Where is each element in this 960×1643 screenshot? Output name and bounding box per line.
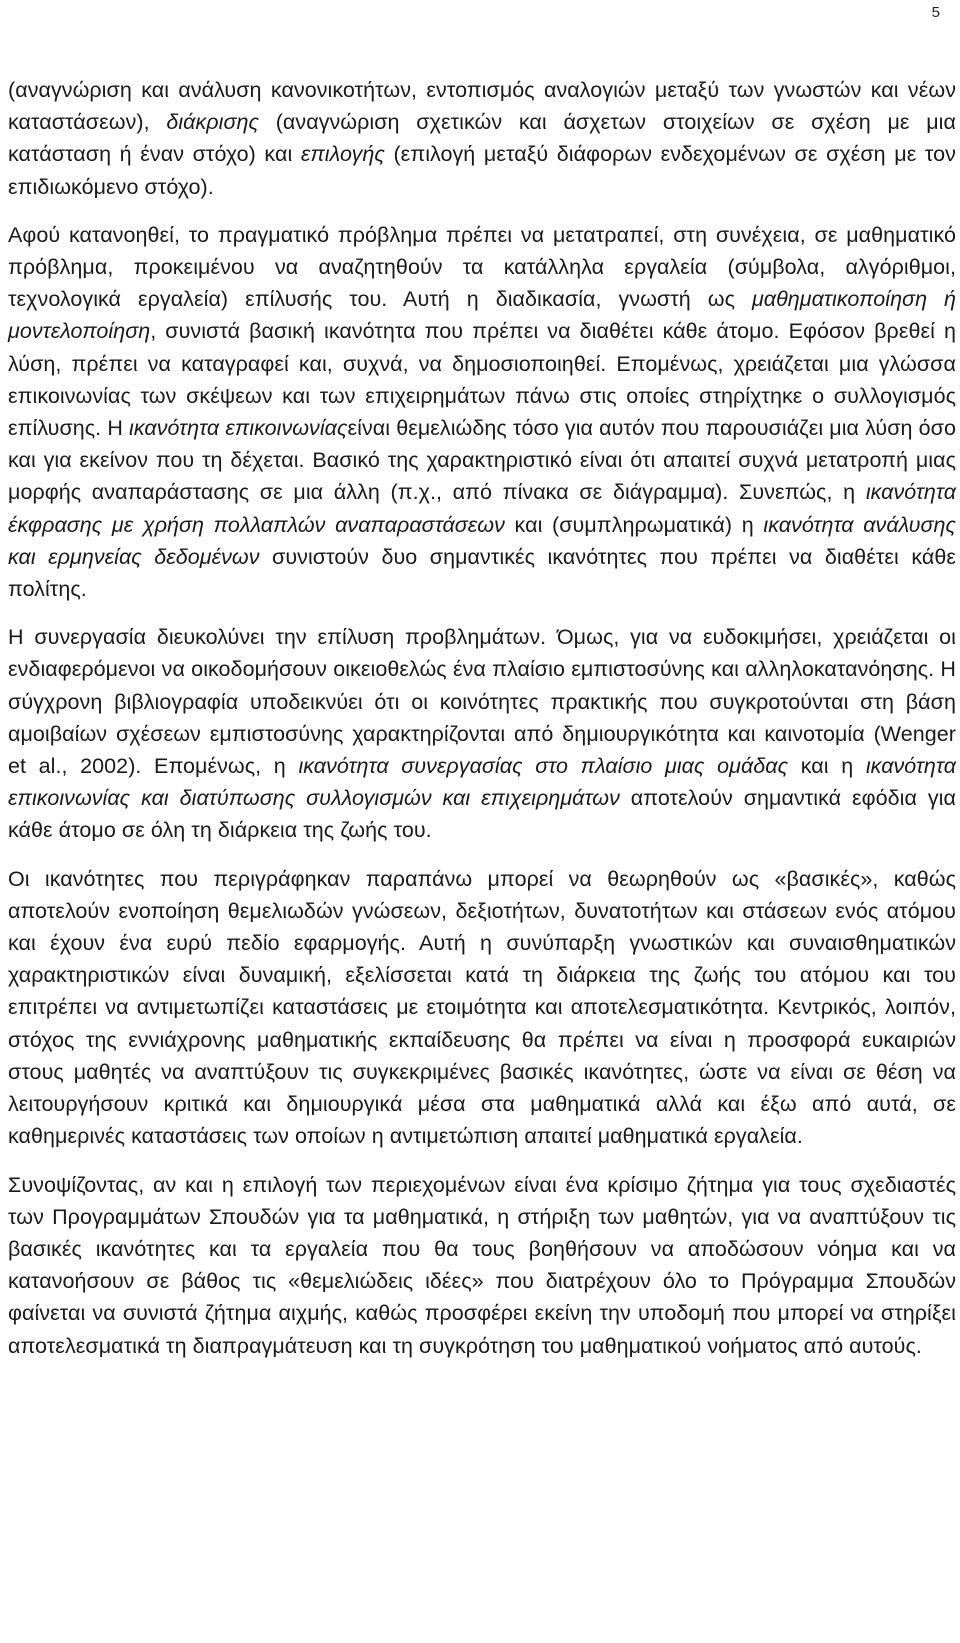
text-segment: αποτελούν σημαντικά εφόδια για κάθε άτομο σε όλη τη διάρκεια της ζωής του. xyxy=(8,786,956,843)
paragraph xyxy=(8,621,956,846)
text-segment: (επιλογή μεταξύ διάφορων ενδεχομένων σε σχέση με τον επιδιωκόμενο στόχο). xyxy=(8,142,956,199)
page-number: 5 xyxy=(931,4,940,21)
paragraph xyxy=(8,219,956,605)
italic-term: ικανότητα ανάλυσης και ερμηνείας δεδομένων xyxy=(8,512,956,569)
text-segment: Οι ικανότητες που περιγράφηκαν παραπάνω μπορεί να θεωρηθούν ως «βασικές», καθώς αποτελούν ενοποίηση θεμελιωδών γνώσεων, δεξιοτήτων, δυνατοτήτων και στάσεων ενός ατόμου και έχουν ένα ευρύ πεδίο εφαρμογής. Αυτή η συνύπαρξη γνωστικών και συναισθηματικών χαρακτηριστικών είναι δυναμική, εξελίσσεται κατά τη διάρκεια της ζωής του ατόμου και του επιτρέπει να αντιμετωπίζει καταστάσεις με ετοιμότητα και αποτελεσματικότητα. Κεντρικός, λοιπόν, στόχος της εννιάχρονης μαθηματικής εκπαίδευσης θα πρέπει να είναι η προσφορά ευκαιριών στους μαθητές να αναπτύξουν τις συγκεκριμένες βασικές ικανότητες, ώστε να είναι σε θέση να λειτουργήσουν κριτικά και δημιουργικά μέσα στα μαθηματικά αλλά και έξω από αυτά, σε καθημερινές καταστάσεις των οποίων η αντιμετώπιση απαιτεί μαθηματικά εργαλεία. xyxy=(8,866,956,1149)
text-segment: συνιστούν δυο σημαντικές ικανότητες που πρέπει να διαθέτει κάθε πολίτης. xyxy=(8,544,956,602)
paragraph xyxy=(8,863,956,1153)
italic-term: ικανότητα επικοινωνίας xyxy=(129,416,348,441)
text-segment: (αναγνώριση και ανάλυση κανονικοτήτων, εντοπισμός αναλογιών μεταξύ των γνωστών και νέων καταστάσεων), xyxy=(8,78,956,135)
text-segment: Συνοψίζοντας, αν και η επιλογή των περιεχομένων είναι ένα κρίσιμο ζήτημα για τους σχεδιαστές των Προγραμμάτων Σπουδών για τα μαθηματικά, η στήριξη των μαθητών, για να αναπτύξουν τις βασικές ικανότητες και τα εργαλεία που θα τους βοηθήσουν να αποδώσουν νόημα και να κατανοήσουν σε βάθος τις «θεμελιώδεις ιδέες» που διατρέχουν όλο το Πρόγραμμα Σπουδών φαίνεται να συνιστά ζήτημα αιχμής, καθώς προσφέρει εκείνη την υποδομή που μπορεί να στηρίξει αποτελεσματικά τη διαπραγμάτευση και τη συγκρότηση του μαθηματικού νοήματος από αυτούς. xyxy=(8,1172,956,1358)
italic-term: διάκρισης xyxy=(166,110,259,135)
text-segment: Αφού κατανοηθεί, το πραγματικό πρόβλημα πρέπει να μετατραπεί, στη συνέχεια, σε μαθηματικό πρόβλημα, προκειμένου να αναζητηθούν τα κατάλληλα εργαλεία (σύμβολα, αλγόριθμοι, τεχνολογικά εργαλεία) επίλυσής του. Αυτή η διαδικασία, γνωστή ως xyxy=(8,222,956,312)
text-segment: και (συμπληρωματικά) η xyxy=(504,512,764,537)
italic-term: επιλογής xyxy=(300,142,385,167)
text-segment: , συνιστά βασική ικανότητα που πρέπει να διαθέτει κάθε άτομο. Εφόσον βρεθεί η λύση, πρέπει να καταγραφεί και, συχνά, να δημοσιοποιηθεί. Επομένως, χρειάζεται μια γλώσσα επικοινωνίας των σκέψεων και των επιχειρημάτων πάνω στις οποίες στηρίχτηκε ο συλλογισμός επίλυσης. Η xyxy=(8,319,956,441)
text-segment: (αναγνώριση σχετικών και άσχετων στοιχείων σε σχέση με μια κατάσταση ή έναν στόχο) και xyxy=(8,110,956,167)
text-segment: και η xyxy=(788,754,866,779)
paragraph xyxy=(8,1169,956,1362)
text-segment: είναι θεμελιώδης τόσο για αυτόν που παρουσιάζει μια λύση όσο και για εκείνον που τη δέχεται. Βασικό της χαρακτηριστικό είναι ότι απαιτεί συχνά μετατροπή μιας μορφής αναπαράστασης σε μια άλλη (π.χ., από πίνακα σε διάγραμμα). Συνεπώς, η xyxy=(8,416,957,505)
italic-term: ικανότητα έκφρασης με χρήση πολλαπλών αναπαραστάσεων xyxy=(8,480,956,537)
italic-term: ικανότητα επικοινωνίας και διατύπωσης συλλογισμών και επιχειρημάτων xyxy=(8,754,957,811)
document-body xyxy=(8,74,956,1362)
italic-term: ικανότητα συνεργασίας στο πλαίσιο μιας ομάδας xyxy=(298,754,789,779)
text-segment: Η συνεργασία διευκολύνει την επίλυση προβλημάτων. Όμως, για να ευδοκιμήσει, χρειάζεται οι ενδιαφερόμενοι να οικοδομήσουν οικειοθελώς ένα πλαίσιο εμπιστοσύνης και αλληλοκατανόησης. Η σύγχρονη βιβλιογραφία υποδεικνύει ότι οι κοινότητες πρακτικής που συγκροτούνται στη βάση αμοιβαίων σχέσεων εμπιστοσύνης χαρακτηρίζονται από δημιουργικότητα και καινοτομία (Wenger et al., 2002). Επομένως, η xyxy=(8,625,956,779)
paragraph xyxy=(8,74,956,203)
italic-term: μαθηματικοποίηση ή μοντελοποίηση xyxy=(8,287,956,344)
